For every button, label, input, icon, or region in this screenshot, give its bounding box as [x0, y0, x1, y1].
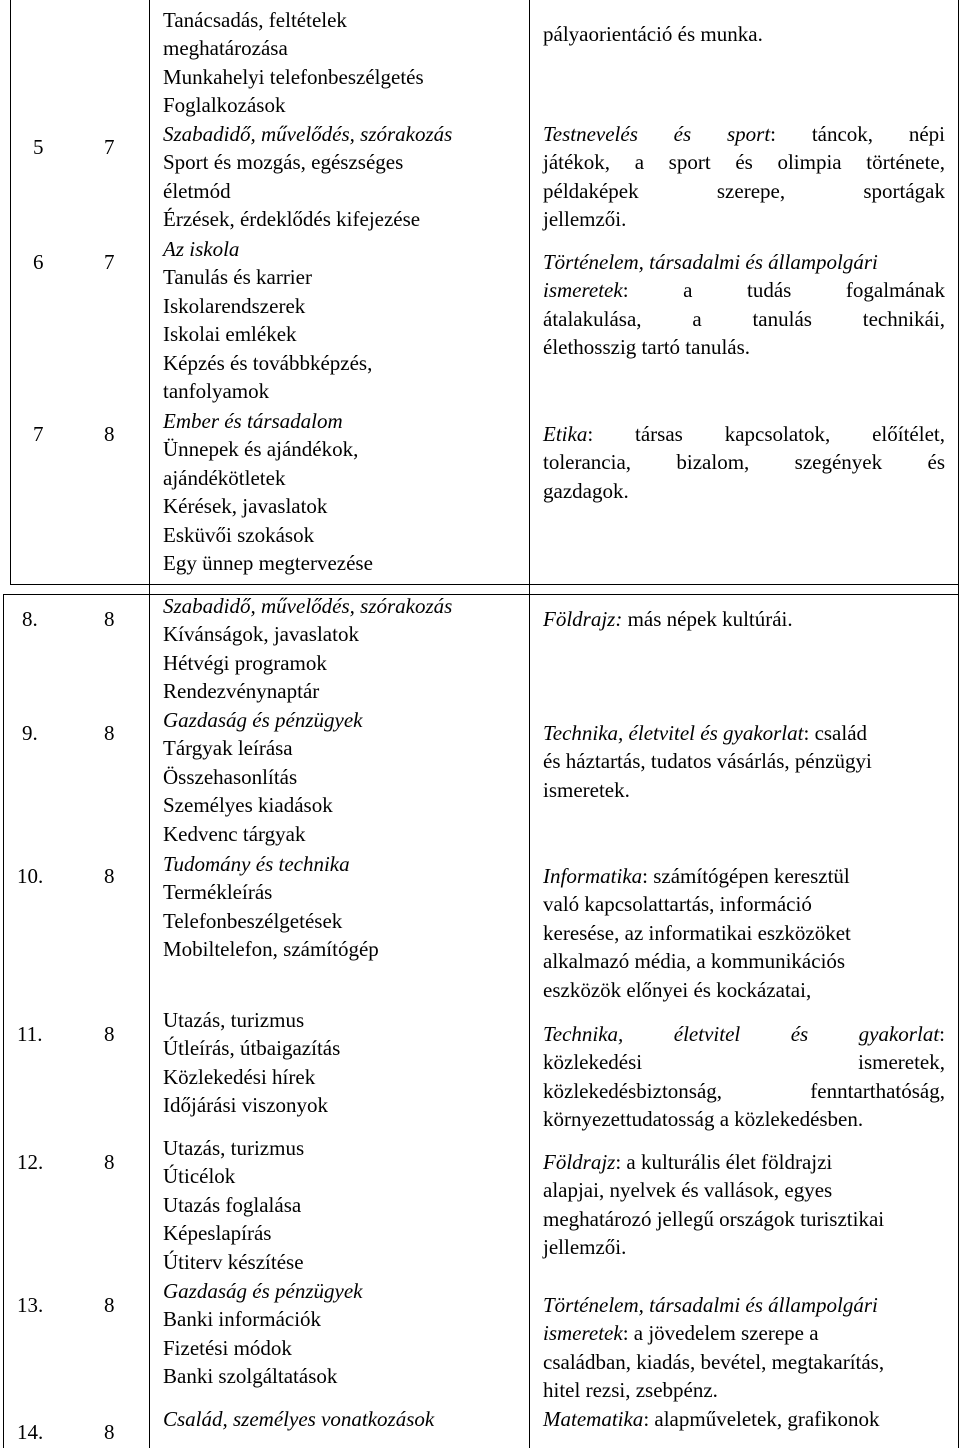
topic-item: Egy ünnep megtervezése — [163, 551, 373, 576]
cross-line: játékok, a sport és olimpia története, — [543, 150, 945, 175]
hours: 8 — [104, 1150, 115, 1174]
topic-title: Gazdaság és pénzügyek — [163, 1279, 363, 1303]
topic-item: Úticélok — [163, 1164, 236, 1189]
cross-subject: ismeretek — [543, 278, 623, 303]
cross-line: élethosszig tartó tanulás. — [543, 335, 751, 360]
page-break-line — [10, 584, 959, 585]
cross-line: gazdagok. — [543, 478, 629, 503]
topic-item: Tárgyak leírása — [163, 736, 293, 761]
table-border-right — [958, 0, 959, 1448]
cross-curricular — [543, 120, 945, 234]
topic-item: Foglalkozások — [163, 93, 286, 118]
topic-item: Érzések, érdeklődés kifejezése — [163, 207, 421, 232]
topic-item: Összehasonlítás — [163, 764, 298, 789]
cross-line: és háztartás, tudatos vásárlás, pénzügyi — [543, 749, 872, 774]
cross-curricular — [543, 1148, 945, 1262]
cross-subject: Földrajz: — [543, 607, 623, 631]
topic-item: tanfolyamok — [163, 379, 270, 404]
hours: 7 — [104, 250, 115, 274]
row-topics — [163, 1006, 340, 1120]
cross-line: Informatika: számítógépen keresztül — [543, 864, 850, 888]
cross-line: tolerancia, bizalom, szegények és — [543, 450, 945, 475]
row-topics — [163, 235, 372, 405]
topic-title: Utazás, turizmus — [163, 1136, 305, 1160]
hours: 8 — [104, 607, 115, 631]
topic-item: Útleírás, útbaigazítás — [163, 1036, 341, 1061]
cross-subject: Földrajz — [543, 1150, 616, 1174]
table-border-left-lower — [3, 594, 4, 1448]
cross-subject: Történelem, társadalmi és állampolgári — [543, 250, 878, 274]
cross-line: Etika: társas kapcsolatok, előítélet, — [543, 422, 945, 446]
cross-line: ismeretek: a tudás fogalmának — [543, 278, 945, 303]
topic-item: Termékleírás — [163, 880, 273, 905]
table-border-left — [10, 0, 11, 584]
cross-line: példaképek szerepe, sportágak — [543, 178, 945, 203]
topic-item: Banki információk — [163, 1307, 322, 1332]
cross-subject: Technika, életvitel és gyakorlat — [543, 721, 804, 745]
topic-title: Szabadidő, művelődés, szórakozás — [163, 594, 453, 618]
topic-item: Személyes kiadások — [163, 793, 333, 818]
lesson-number: 9. — [22, 721, 38, 745]
cross-line: ismeretek. — [543, 777, 630, 802]
topic-item: Tanulás és karrier — [163, 265, 312, 290]
cross-line: közlekedési ismeretek, — [543, 1050, 945, 1075]
topic-title: Utazás, turizmus — [163, 1008, 305, 1032]
hours: 8 — [104, 1293, 115, 1317]
topic-item: meghatározása — [163, 36, 288, 61]
cross-line: ismeretek: a jövedelem szerepe a — [543, 1321, 819, 1346]
topic-item: Iskolarendszerek — [163, 293, 306, 318]
hours: 8 — [104, 1420, 115, 1444]
row-topics — [163, 407, 373, 577]
topic-item: Képzés és továbbképzés, — [163, 350, 373, 375]
cross-subject: Informatika — [543, 864, 643, 888]
row-topics — [163, 1134, 304, 1276]
column-divider-2 — [529, 0, 530, 1448]
cross-curricular — [543, 1405, 945, 1433]
lesson-number: 8. — [22, 607, 38, 631]
cross-line: Földrajz: más népek kultúrái. — [543, 607, 793, 631]
topic-title: Tudomány és technika — [163, 852, 350, 876]
cross-line: alkalmazó média, a kommunikációs — [543, 949, 846, 974]
cross-subject: Technika, életvitel és gyakorlat — [543, 1022, 940, 1046]
hours: 7 — [104, 135, 115, 159]
lesson-number: 13. — [17, 1293, 44, 1317]
topic-item: Ünnepek és ajándékok, — [163, 437, 359, 462]
lesson-number: 7 — [33, 422, 44, 446]
topic-item: Telefonbeszélgetések — [163, 908, 343, 933]
topic-item: Sport és mozgás, egészséges — [163, 150, 404, 175]
cross-line: környezettudatosság a közlekedésben. — [543, 1107, 864, 1132]
topic-item: Képeslapírás — [163, 1221, 272, 1246]
topic-item: Rendezvénynaptár — [163, 679, 320, 704]
cross-curricular — [543, 862, 945, 1004]
cross-subject: Történelem, társadalmi és állampolgári — [543, 1293, 878, 1317]
topic-item: Útiterv készítése — [163, 1249, 304, 1274]
cross-line: jellemzői. — [543, 207, 627, 232]
cross-subject: Etika — [543, 422, 588, 446]
topic-title: Az iskola — [163, 237, 240, 261]
cross-curricular — [543, 1020, 945, 1134]
cross-curricular — [543, 1291, 945, 1405]
topic-item: ajándékötletek — [163, 465, 286, 490]
topic-item: Esküvői szokások — [163, 522, 315, 547]
hours: 8 — [104, 864, 115, 888]
lesson-number: 5 — [33, 135, 44, 159]
cross-subject: ismeretek — [543, 1321, 623, 1346]
hours: 8 — [104, 422, 115, 446]
cross-line: Földrajz: a kulturális élet földrajzi — [543, 1150, 833, 1174]
cross-line: átalakulása, a tanulás technikái, — [543, 306, 945, 331]
row-topics — [163, 592, 452, 706]
cross-line — [543, 248, 945, 276]
topic-title: Gazdaság és pénzügyek — [163, 708, 363, 732]
topic-item: Kérések, javaslatok — [163, 494, 328, 519]
cross-line: hitel rezsi, zsebpénz. — [543, 1378, 718, 1403]
cross-line: Matematika: alapműveletek, grafikonok — [543, 1407, 880, 1431]
lesson-number: 6 — [33, 250, 44, 274]
topic-item: Mobiltelefon, számítógép — [163, 937, 379, 962]
topic-title: Szabadidő, művelődés, szórakozás — [163, 122, 453, 146]
lesson-number: 10. — [17, 864, 44, 888]
cross-curricular — [543, 420, 945, 505]
cross-line: meghatározó jellegű országok turisztikai — [543, 1206, 885, 1231]
row-topics — [163, 706, 362, 848]
cross-subject: Testnevelés és sport — [543, 122, 771, 146]
row-topics — [163, 850, 379, 964]
row-topics — [163, 1277, 362, 1391]
row-topics — [163, 120, 452, 234]
lesson-number: 14. — [17, 1420, 44, 1444]
topic-item: Közlekedési hírek — [163, 1064, 316, 1089]
cross-line: való kapcsolattartás, információ — [543, 892, 812, 917]
cross-line: családban, kiadás, bevétel, megtakarítás, — [543, 1349, 885, 1374]
cross-subject: Matematika — [543, 1407, 644, 1431]
topic-title: Ember és társadalom — [163, 409, 343, 433]
topic-title: Család, személyes vonatkozások — [163, 1407, 435, 1431]
cross-line: eszközök előnyei és kockázatai, — [543, 977, 812, 1002]
cross-line — [543, 1291, 945, 1319]
hours: 8 — [104, 721, 115, 745]
row-topics — [163, 1405, 434, 1433]
cross-line: közlekedésbiztonság, fenntarthatóság, — [543, 1078, 945, 1103]
topic-item: Iskolai emlékek — [163, 322, 297, 347]
topic-item: Kedvenc tárgyak — [163, 821, 306, 846]
topic-item: Tanácsadás, feltételek — [163, 8, 347, 32]
cross-curricular — [543, 719, 945, 804]
topic-item: Munkahelyi telefonbeszélgetés — [163, 64, 424, 89]
topic-item: Időjárási viszonyok — [163, 1093, 329, 1118]
cross-curricular — [543, 605, 945, 633]
column-divider-1 — [149, 0, 150, 1448]
row-topics — [163, 6, 424, 120]
topic-item: életmód — [163, 178, 231, 203]
lesson-number: 11. — [17, 1022, 43, 1046]
lesson-number: 12. — [17, 1150, 44, 1174]
cross-line: jellemzői. — [543, 1235, 627, 1260]
cross-line: Technika, életvitel és gyakorlat: — [543, 1022, 945, 1046]
cross-line: keresése, az informatikai eszközöket — [543, 920, 851, 945]
cross-line: Testnevelés és sport: táncok, népi — [543, 122, 946, 146]
topic-item: Hétvégi programok — [163, 650, 327, 675]
topic-item: Kívánságok, javaslatok — [163, 622, 359, 647]
cross-line: Technika, életvitel és gyakorlat: család — [543, 721, 868, 745]
hours: 8 — [104, 1022, 115, 1046]
topic-item: Fizetési módok — [163, 1335, 292, 1360]
topic-item: Utazás foglalása — [163, 1192, 302, 1217]
topic-item: Banki szolgáltatások — [163, 1364, 338, 1389]
cross-curricular — [543, 248, 945, 362]
top-note: pályaorientáció és munka. — [543, 22, 763, 46]
page-break-line-2 — [3, 594, 959, 595]
cross-line: alapjai, nyelvek és vallások, egyes — [543, 1178, 833, 1203]
